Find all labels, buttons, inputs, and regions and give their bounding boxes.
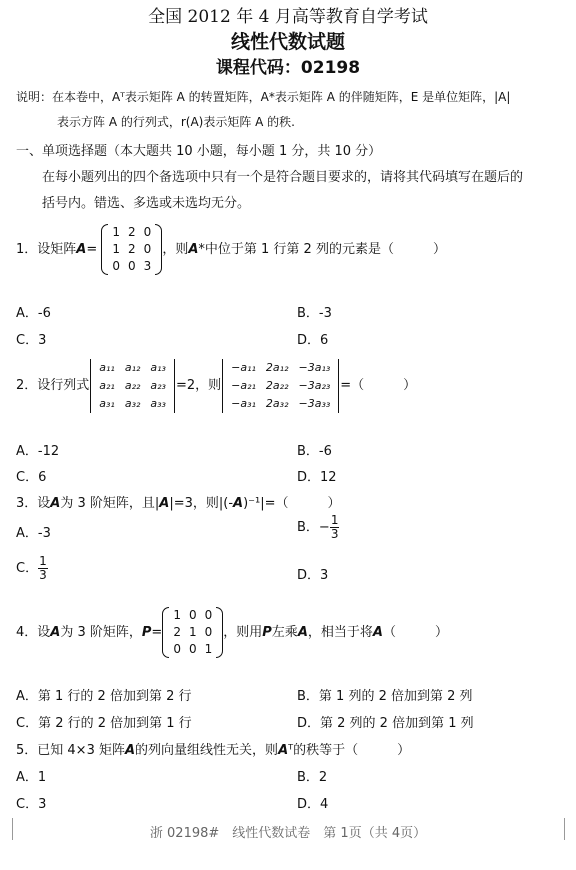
q1-eq: = [86, 242, 98, 257]
question-1 [16, 222, 446, 278]
section-heading: 一、单项选择题（本大题共 10 小题，每小题 1 分，共 10 分） [16, 144, 382, 159]
question-3: 3．设A为 3 阶矩阵，且|A|=3，则|(-A)⁻¹|=（ ） [16, 496, 341, 511]
q4-option-a: A．第 1 行的 2 倍加到第 2 行 [16, 689, 192, 704]
q2-option-d: D．12 [297, 470, 337, 485]
q1-suffix-a: ，则 [162, 242, 189, 257]
question-5: 5．已知 4×3 矩阵A的列向量组线性无关，则Aᵀ的秩等于（ ） [16, 743, 411, 758]
q3-option-c: C． $\frac{1}{3}$ [16, 554, 47, 582]
section-instructions-line2: 括号内。错选、多选或未选均无分。 [42, 196, 251, 211]
q2-prefix: 2．设行列式 [16, 378, 90, 393]
q2-suffix: =（ ） [340, 378, 417, 393]
q3-option-a: A．-3 [16, 526, 51, 541]
section-instructions-line1: 在每小题列出的四个备选项中只有一个是符合题目要求的，请将其代码填写在题后的 [42, 170, 524, 185]
q1-var: A [76, 242, 87, 257]
q1-prefix: 1．设矩阵 [16, 242, 77, 257]
page-footer: 浙 02198# 线性代数试卷 第 1页（共 4页） [149, 826, 427, 841]
q1-option-c: C．3 [16, 333, 47, 348]
question-2 [16, 356, 416, 416]
q5-option-a: A．1 [16, 770, 47, 785]
q2-option-c: C．6 [16, 470, 47, 485]
q4-option-b: B．第 1 列的 2 倍加到第 2 列 [297, 689, 473, 704]
q2-mid: =2，则 [175, 378, 222, 393]
q4-matrix: 1 0 0 2 1 0 0 0 1 [162, 607, 223, 658]
q1-option-a: A．-6 [16, 306, 51, 321]
q3-option-b: B．− $\frac{1}{3}$ [297, 513, 339, 541]
instructions-line2: 表示方阵 A 的行列式，r(A)表示矩阵 A 的秩. [57, 115, 295, 129]
q1-matrix: 1 2 0 1 2 0 0 0 3 [101, 224, 162, 275]
exam-title: 全国 2012 年 4 月高等教育自学考试 [148, 7, 428, 27]
q5-option-b: B．2 [297, 770, 328, 785]
course-code: 课程代码：02198 [215, 58, 361, 78]
q2-determinant-1: a₁₁ a₁₂ a₁₃ a₂₁ a₂₂ a₂₃ a₃₁ a₃₂ a₃₃ [89, 359, 176, 413]
question-4: 4．设A为 3 阶矩阵，P= 1 0 0 2 1 0 0 0 1 ，则用P左乘A，相当于将A（ ） [16, 608, 448, 656]
q1-option-b: B．-3 [297, 306, 332, 321]
subject-title: 线性代数试题 [230, 31, 345, 53]
q4-option-d: D．第 2 列的 2 倍加到第 1 列 [297, 716, 474, 731]
q2-option-a: A．-12 [16, 444, 60, 459]
q2-option-b: B．-6 [297, 444, 332, 459]
instructions-line1: 说明：在本卷中，Aᵀ表示矩阵 A 的转置矩阵，A*表示矩阵 A 的伴随矩阵，E 是单位矩阵，|A| [16, 90, 511, 104]
q3-option-d: D．3 [297, 568, 329, 583]
q2-determinant-2: −a₁₁ 2a₁₂ −3a₁₃ −a₂₁ 2a₂₂ −3a₂₃ −a₃₁ 2a₃₂ −3a₃₃ [221, 359, 340, 413]
q1-suffix-var: A [188, 242, 199, 257]
q5-option-d: D．4 [297, 797, 329, 812]
q5-option-c: C．3 [16, 797, 47, 812]
q1-suffix: *中位于第 1 行第 2 列的元素是（ ） [198, 242, 446, 257]
q4-option-c: C．第 2 行的 2 倍加到第 1 行 [16, 716, 192, 731]
q1-option-d: D．6 [297, 333, 329, 348]
